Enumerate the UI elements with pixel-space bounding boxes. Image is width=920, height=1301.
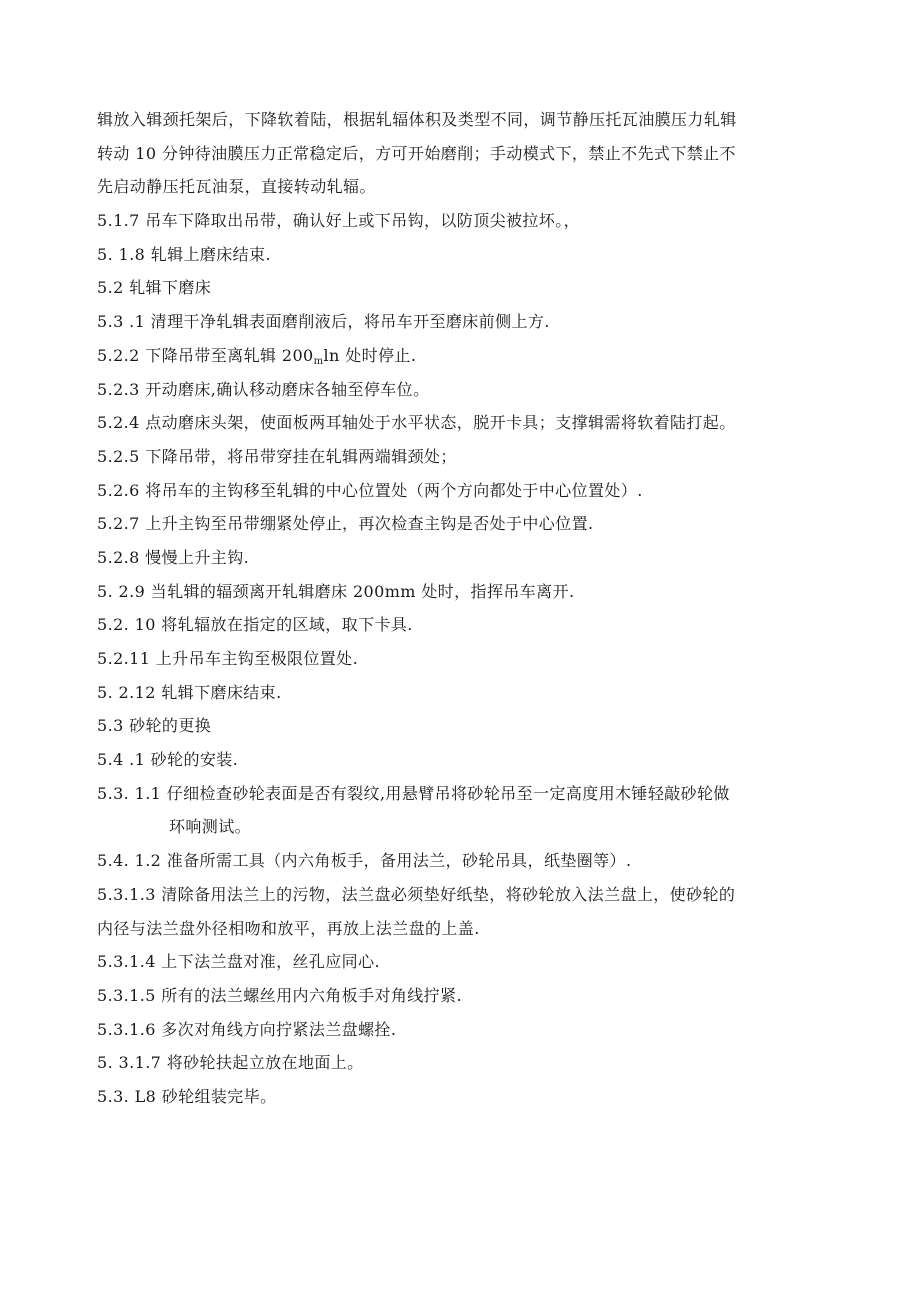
step-5-1-8: 5. 1.8 轧辑上磨床结束. bbox=[97, 244, 271, 264]
step-5-2-6: 5.2.6 将吊车的主钩移至轧辑的中心位置处（两个方向都处于中心位置处）. bbox=[97, 480, 643, 500]
step-5-3-1-1: 5.3. 1.1 仔细检查砂轮表面是否有裂纹,用悬臂吊将砂轮吊至一定高度用木锤轻敲砂轮做 bbox=[97, 783, 730, 803]
step-5-3-1-5: 5.3.1.5 所有的法兰螺丝用内六角板手对角线拧紧. bbox=[97, 985, 462, 1005]
step-5-3-1-2: 5.4. 1.2 准备所需工具（内六角板手，备用法兰，砂轮吊具，纸垫圈等）. bbox=[97, 851, 632, 871]
step-5-2-7: 5.2.7 上升主钩至吊带绷紧处停止，再次检查主钩是否处于中心位置. bbox=[97, 514, 594, 534]
step-5-2-5: 5.2.5 下降吊带，将吊带穿挂在轧辑两端辑颈处； bbox=[97, 446, 457, 466]
step-5-3-1-6: 5.3.1.6 多次对角线方向拧紧法兰盘螺拴. bbox=[97, 1019, 397, 1039]
step-5-3-1-3: 5.3.1.3 清除备用法兰上的污物，法兰盘必须垫好纸垫，将砂轮放入法兰盘上，使砂轮的 bbox=[97, 884, 736, 904]
step-5-2-2-text: 5.2.2 下降吊带至离轧辑 200 bbox=[97, 345, 314, 365]
step-5-2-8: 5.2.8 慢慢上升主钩. bbox=[97, 547, 250, 567]
step-5-2-1: 5.3 .1 清理干净轧辑表面磨削液后，将吊车开至磨床前侧上方. bbox=[97, 312, 550, 332]
section-heading-5-2: 5.2 轧辑下磨床 bbox=[97, 278, 212, 298]
step-5-2-9: 5. 2.9 当轧辑的辐颈离开轧辑磨床 200mm 处时，指挥吊车离开. bbox=[97, 581, 575, 601]
step-5-3-1-8: 5.3. L8 砂轮组装完毕。 bbox=[97, 1086, 277, 1106]
step-5-2-11: 5.2.11 上升吊车主钩至极限位置处. bbox=[97, 649, 359, 668]
step-5-2-2-tail: ln 处时停止. bbox=[323, 345, 417, 365]
step-5-2-10: 5.2. 10 将轧辐放在指定的区域，取下卡具. bbox=[97, 615, 413, 635]
step-5-1-7: 5.1.7 吊车下降取出吊带，确认好上或下吊钩，以防顶尖被拉坏。， bbox=[97, 211, 580, 231]
step-5-3-1-1-continued: 环响测试。 bbox=[169, 817, 252, 837]
step-5-2-12: 5. 2.12 轧辑下磨床结束. bbox=[97, 682, 282, 702]
step-5-3-1-3-continued: 内径与法兰盘外径相吻和放平，再放上法兰盘的上盖. bbox=[97, 918, 480, 938]
step-5-2-3: 5.2.3 开动磨床,确认移动磨床各轴至停车位。 bbox=[97, 379, 430, 399]
step-5-2-4: 5.2.4 点动磨床头架，使面板两耳轴处于水平状态，脱开卡具；支撑辑需将软着陆打起。 bbox=[97, 413, 736, 433]
subsection-heading-5-3-1: 5.4 .1 砂轮的安装. bbox=[97, 750, 239, 770]
step-5-3-1-7: 5. 3.1.7 将砂轮扶起立放在地面上。 bbox=[97, 1053, 364, 1073]
section-heading-5-3: 5.3 砂轮的更换 bbox=[97, 716, 212, 736]
step-5-3-1-4: 5.3.1.4 上下法兰盘对准，丝孔应同心. bbox=[97, 952, 380, 972]
step-5-2-2-subscript: m bbox=[313, 355, 324, 367]
document-page bbox=[97, 103, 837, 1114]
paragraph-line: 转动 10 分钟待油膜压力正常稳定后，方可开始磨削；手动模式下，禁止不先式下禁止不 bbox=[97, 143, 736, 163]
paragraph-line: 辑放入辑颈托架后，下降软着陆，根据轧辐体积及类型不同，调节静压托瓦油膜压力轧辑 bbox=[97, 110, 737, 129]
paragraph-line: 先启动静压托瓦油泵，直接转动轧辐。 bbox=[97, 177, 376, 197]
step-5-2-2 bbox=[97, 339, 837, 373]
